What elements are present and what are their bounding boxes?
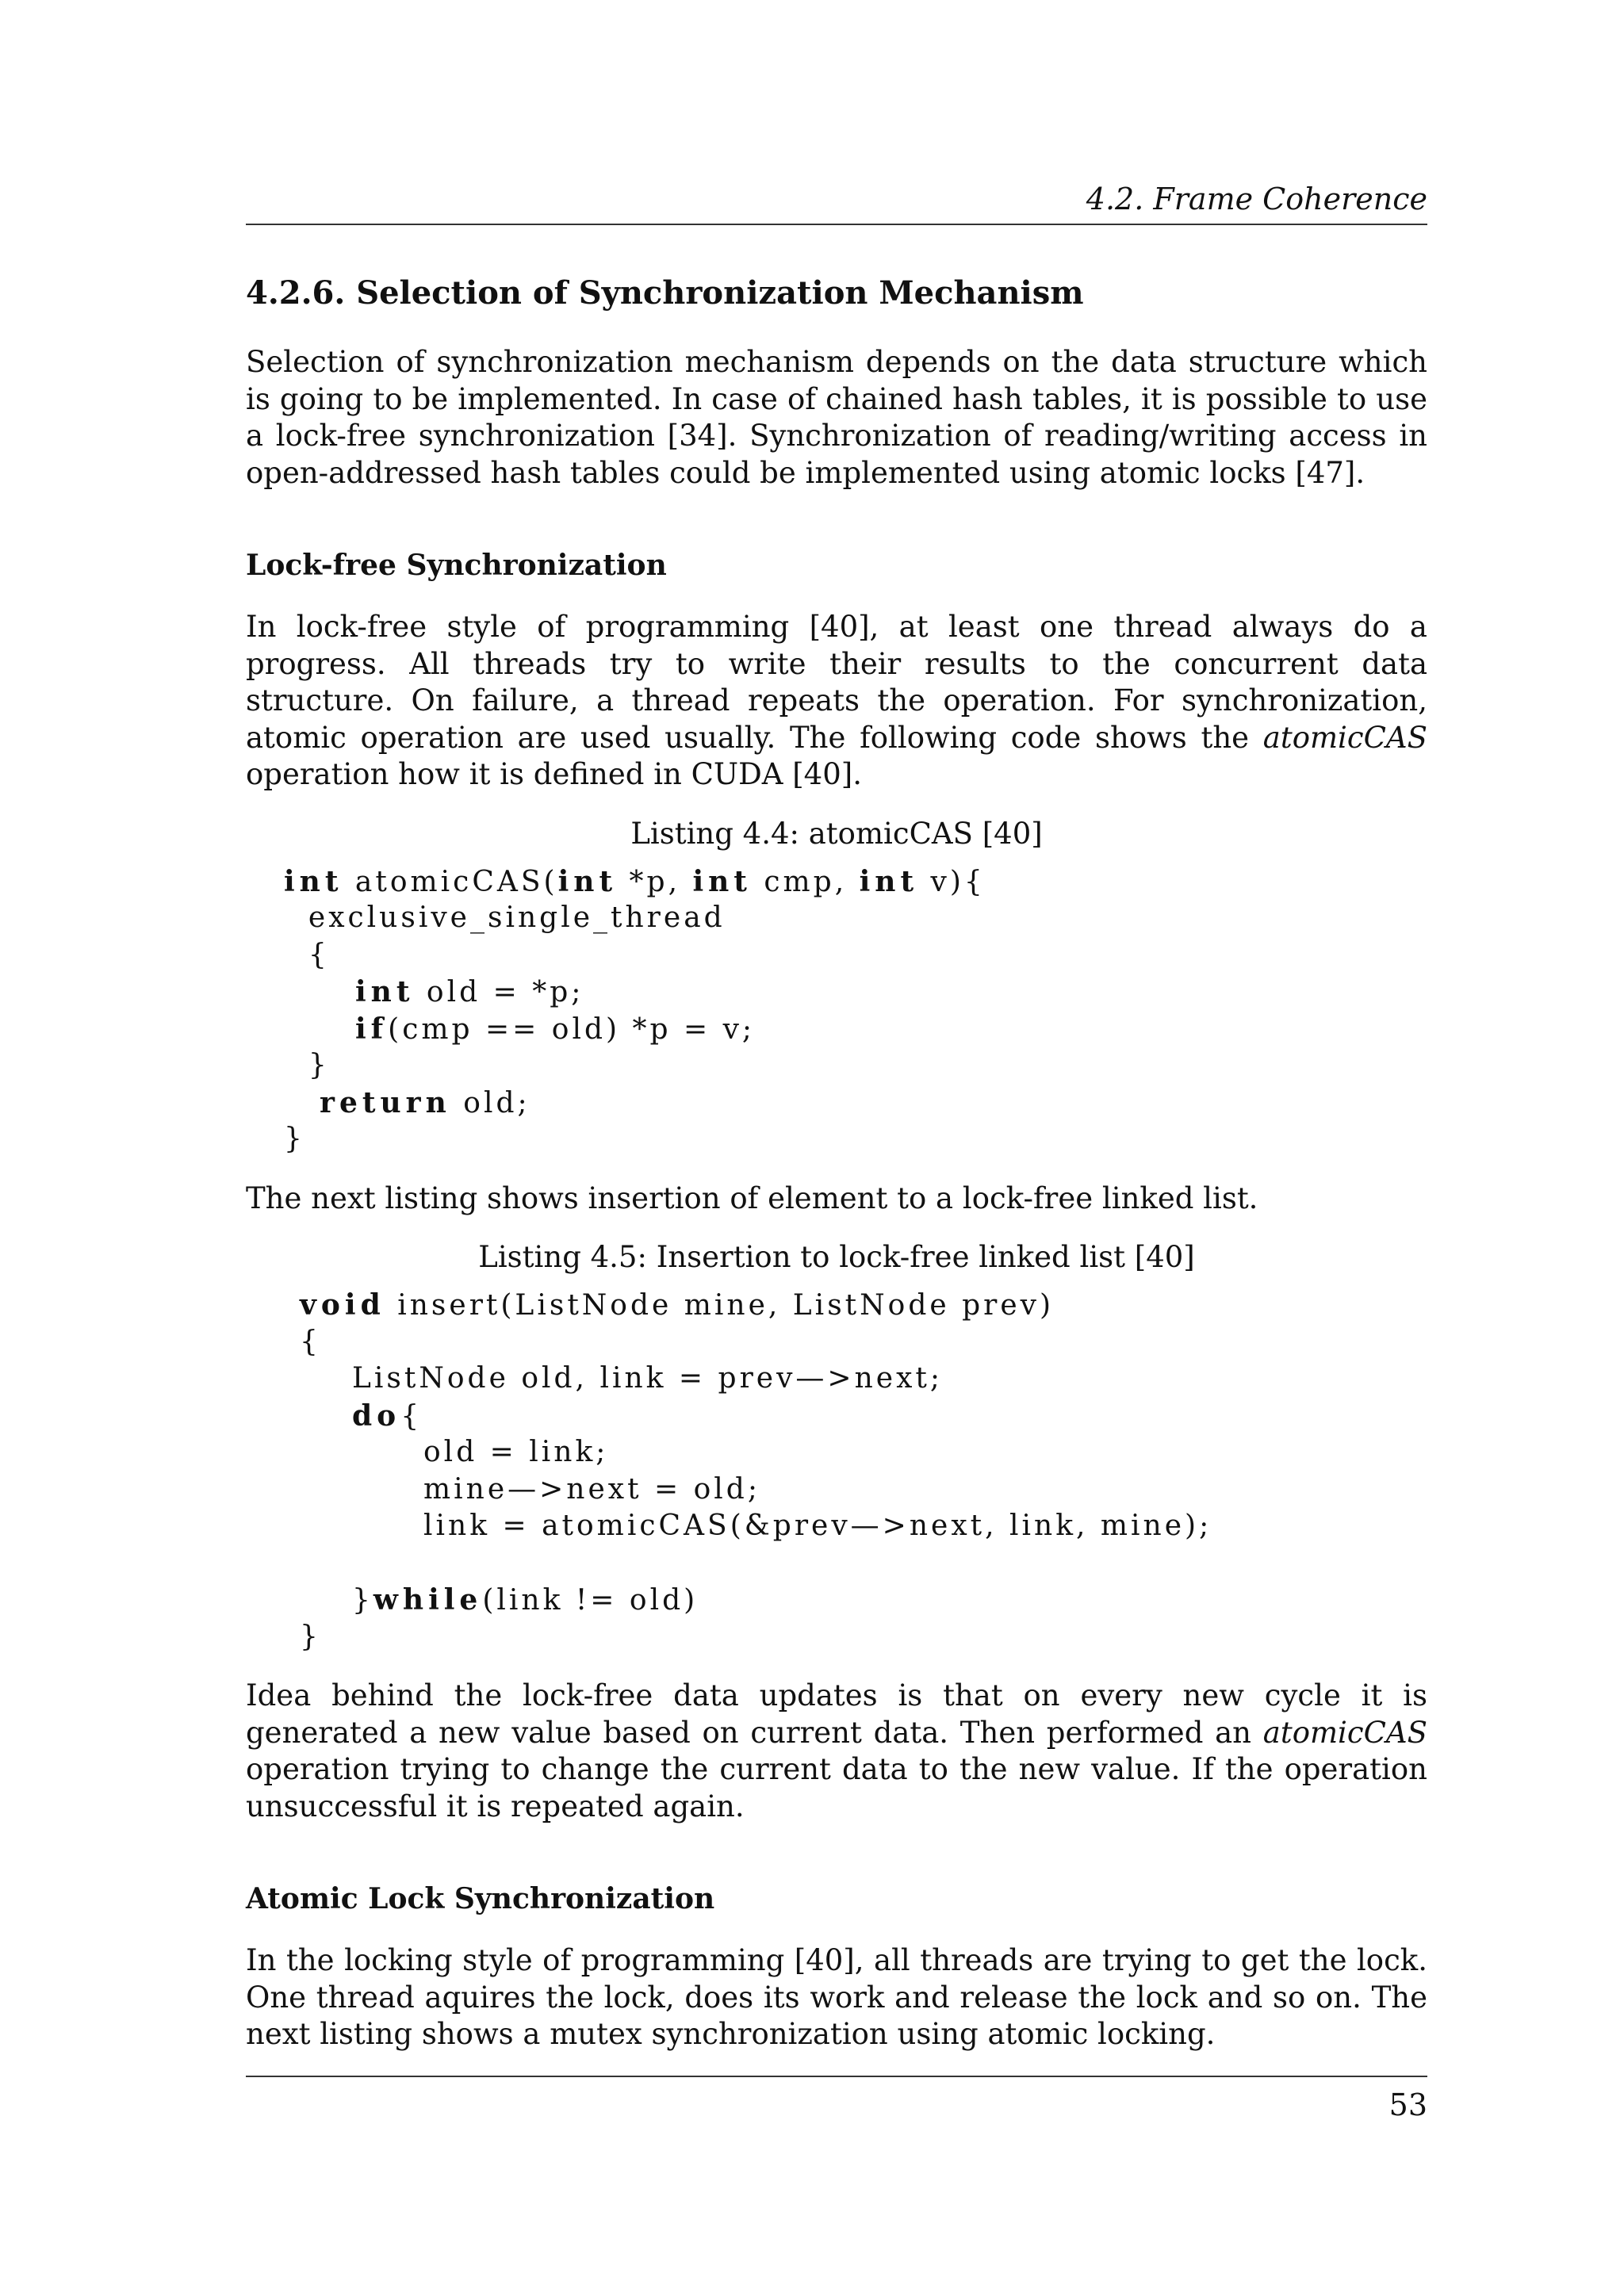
page-number: 53 bbox=[1388, 2087, 1427, 2122]
listing-4-5-caption: Listing 4.5: Insertion to lock-free linked list [40] bbox=[478, 1240, 1195, 1274]
section-title: 4.2.6. Selection of Synchronization Mechanism bbox=[246, 274, 1084, 312]
code-line: int atomicCAS(int *p, int cmp, int v){ bbox=[284, 864, 986, 898]
atomiccas-term: atomicCAS bbox=[1262, 1715, 1427, 1750]
code-line: mine—>next = old; bbox=[423, 1472, 760, 1506]
atomiccas-term: atomicCAS bbox=[1262, 720, 1427, 755]
code-line-blank bbox=[300, 1545, 1427, 1582]
subsection-heading-atomic-lock: Atomic Lock Synchronization bbox=[246, 1882, 715, 1915]
code-line: do{ bbox=[352, 1399, 423, 1433]
listing-4-4-code bbox=[246, 863, 1427, 1158]
lock-free-paragraph: In lock-free style of programming [40], at least one thread always do a progress. All threads try to write their results to the concurrent data structure. On failure, a thread repeats the operation. For synchronization, atomic operation are used usually. The following code shows the atomicCAS operation how it is defined in CUDA [40]. bbox=[246, 610, 1427, 791]
listing-4-5-code bbox=[246, 1287, 1427, 1655]
subsection-heading-lock-free: Lock-free Synchronization bbox=[246, 549, 667, 582]
code-line: } bbox=[284, 1049, 330, 1081]
listing-4-4-caption: Listing 4.4: atomicCAS [40] bbox=[630, 816, 1043, 851]
code-line: return old; bbox=[320, 1085, 530, 1119]
code-line: ListNode old, link = prev—>next; bbox=[352, 1362, 943, 1395]
code-line: { bbox=[284, 938, 330, 971]
page-footer bbox=[246, 2076, 1427, 2122]
code-line: exclusive_single_thread bbox=[284, 901, 726, 934]
code-line: old = link; bbox=[423, 1436, 609, 1468]
code-line: { bbox=[300, 1325, 321, 1358]
code-line: link = atomicCAS(&prev—>next, link, mine); bbox=[423, 1510, 1212, 1542]
running-header bbox=[246, 179, 1427, 225]
code-line: } bbox=[284, 1123, 305, 1155]
code-line: int old = *p; bbox=[355, 975, 584, 1008]
page-content bbox=[246, 270, 1427, 2107]
code-line: }while(link != old) bbox=[352, 1583, 699, 1617]
atomic-lock-paragraph: In the locking style of programming [40], all threads are trying to get the lock. One thread aquires the lock, does its work and release the lock and so on. The next listing shows a mutex synchronization using atomic locking. bbox=[246, 1943, 1427, 2051]
between-listings-paragraph: The next listing shows insertion of element to a lock-free linked list. bbox=[246, 1181, 1258, 1215]
lock-free-idea-paragraph: Idea behind the lock-free data updates is that on every new cycle it is generated a new value based on current data. Then performed an atomicCAS operation trying to change the current data to the new value. If the operation unsuccessful it is repeated again. bbox=[246, 1678, 1427, 1823]
code-line: } bbox=[300, 1620, 321, 1653]
code-line: void insert(ListNode mine, ListNode prev) bbox=[300, 1288, 1055, 1322]
running-title: 4.2. Frame Coherence bbox=[1086, 182, 1427, 216]
section-intro-paragraph: Selection of synchronization mechanism depends on the data structure which is going to be implemented. In case of chained hash tables, it is possible to use a lock-free synchronization [34]. Synchronization of reading/writing access in open-addressed hash tables could be implemented using atomic locks [47]. bbox=[246, 345, 1427, 490]
code-line: if(cmp == old) *p = v; bbox=[355, 1012, 756, 1046]
